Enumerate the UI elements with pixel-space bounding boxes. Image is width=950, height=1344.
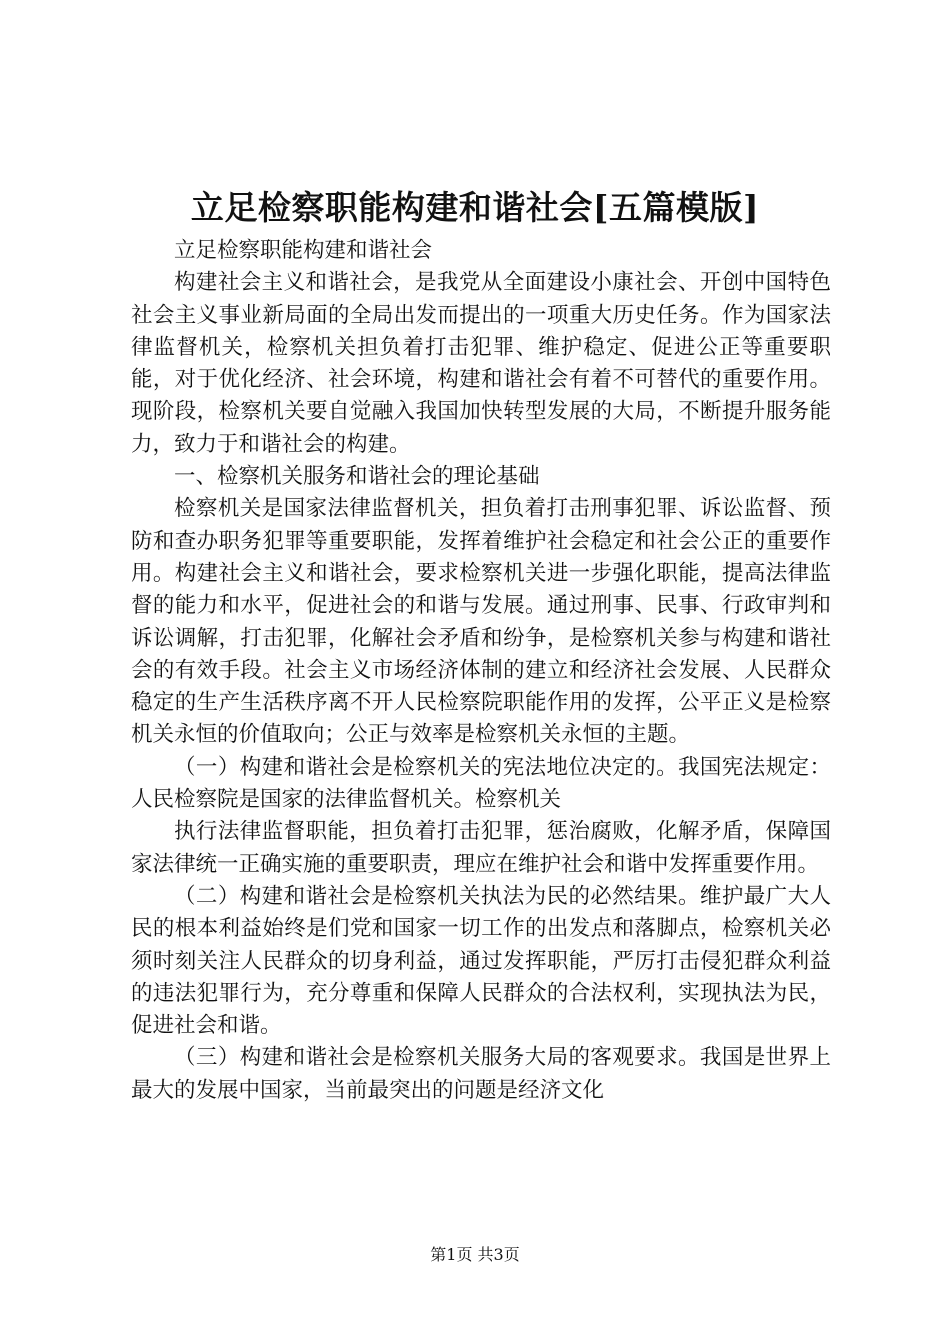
paragraph: （二）构建和谐社会是检察机关执法为民的必然结果。维护最广大人民的根本利益始终是们党和国家一切工作的出发点和落脚点，检察机关必须时刻关注人民群众的切身利益，通过发挥职能，严厉打击侵犯群众利益的违法犯罪行为，充分尊重和保障人民群众的合法权利，实现执法为民，促进社会和谐。 (131, 883, 831, 1039)
document-subtitle: 立足检察职能构建和谐社会 (174, 238, 433, 263)
section-heading: 一、检察机关服务和谐社会的理论基础 (174, 464, 540, 490)
paragraph: （一）构建和谐社会是检察机关的宪法地位决定的。我国宪法规定：人民检察院是国家的法律监督机关。检察机关 (131, 754, 831, 813)
paragraph: （三）构建和谐社会是检察机关服务大局的客观要求。我国是世界上最大的发展中国家，当前最突出的问题是经济文化 (131, 1045, 831, 1103)
document-body (131, 235, 831, 1107)
page-footer: 第1页 共3页 (430, 1245, 520, 1264)
paragraph: 执行法律监督职能，担负着打击犯罪，惩治腐败，化解矛盾，保障国家法律统一正确实施的重要职责，理应在维护社会和谐中发挥重要作用。 (131, 819, 831, 877)
page-title: 立足检察职能构建和谐社会[五篇模版] (190, 188, 760, 227)
paragraph: 构建社会主义和谐社会，是我党从全面建设小康社会、开创中国特色社会主义事业新局面的全局出发而提出的一项重大历史任务。作为国家法律监督机关，检察机关担负着打击犯罪、维护稳定、促进公正等重要职能，对于优化经济、社会环境，构建和谐社会有着不可替代的重要作用。现阶段，检察机关要自觉融入我国加快转型发展的大局，不断提升服务能力，致力于和谐社会的构建。 (131, 270, 831, 457)
paragraph: 检察机关是国家法律监督机关，担负着打击刑事犯罪、诉讼监督、预防和查办职务犯罪等重要职能，发挥着维护社会稳定和社会公正的重要作用。构建社会主义和谐社会，要求检察机关进一步强化职能，提高法律监督的能力和水平，促进社会的和谐与发展。通过刑事、民事、行政审判和诉讼调解，打击犯罪，化解社会矛盾和纷争，是检察机关参与构建和谐社会的有效手段。社会主义市场经济体制的建立和经济社会发展、人民群众稳定的生产生活秩序离不开人民检察院职能作用的发挥，公平正义是检察机关永恒的价值取向；公正与效率是检察机关永恒的主题。 (131, 496, 831, 748)
